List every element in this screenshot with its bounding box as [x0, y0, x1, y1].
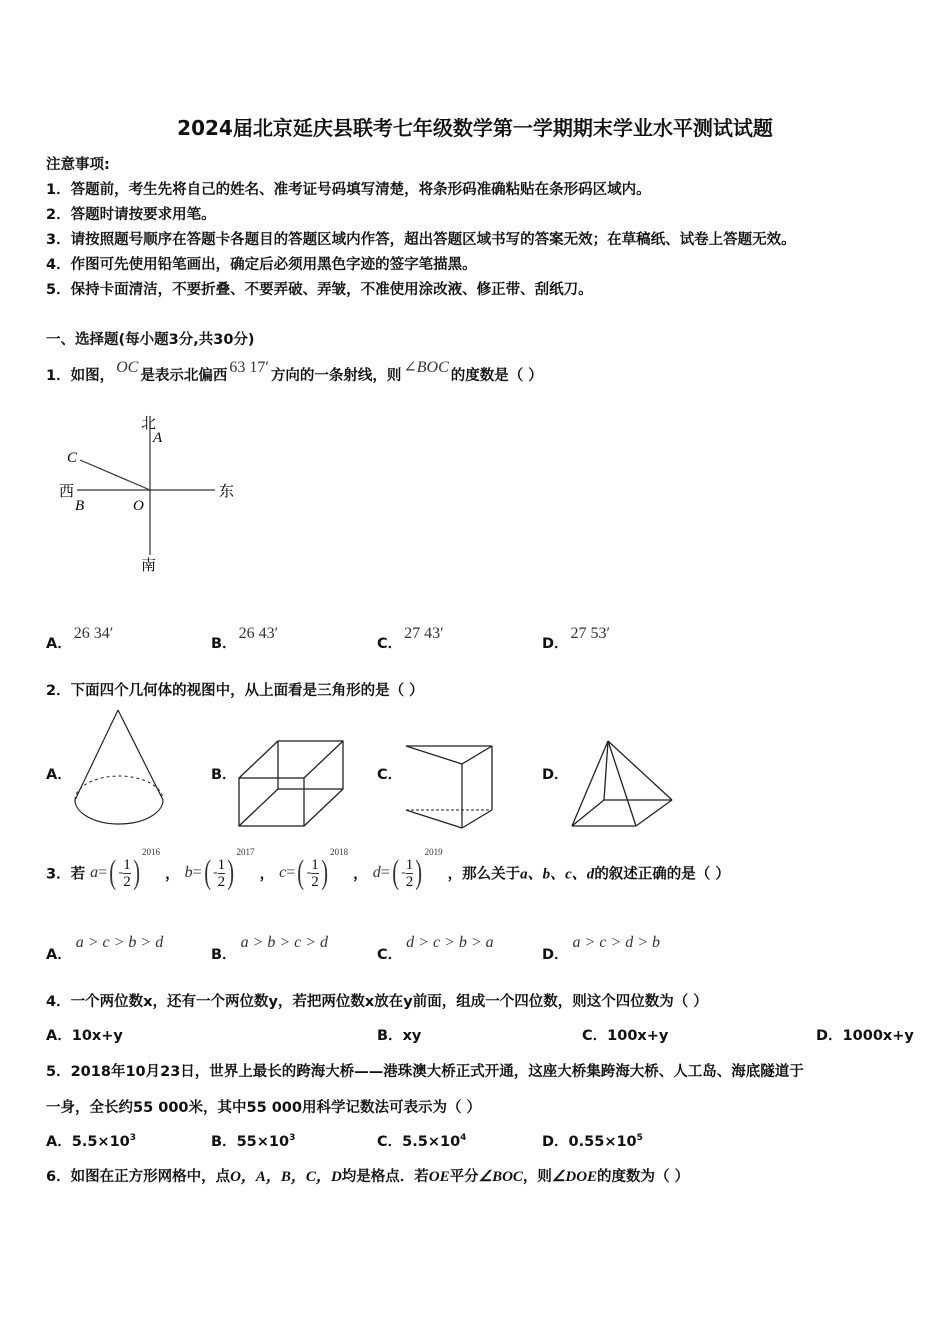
q1-text: 方向的一条射线，则 — [270, 368, 402, 384]
option-value: 10x+y — [71, 1028, 123, 1044]
option-label: C． — [582, 1028, 608, 1044]
q2-option-c[interactable]: C． — [377, 767, 403, 783]
q1-option-a[interactable] — [46, 625, 114, 653]
question-2: 2．下面四个几何体的视图中，从上面看是三角形的是（ ） — [46, 683, 424, 699]
option-value: 26 34′ — [73, 625, 114, 642]
option-label: D． — [542, 636, 569, 652]
q3-var-b: b — [184, 864, 193, 881]
question-4: 4．一个两位数x，还有一个两位数y，若把两位数x放在y前面，组成一个四位数，则这个四位数为（ ） — [46, 994, 708, 1010]
south-label: 南 — [141, 558, 157, 574]
q3-eq: = — [286, 864, 296, 881]
option-value: 100x+y — [607, 1028, 669, 1044]
page-title: 2024届北京延庆县联考七年级数学第一学期期末学业水平测试试题 — [177, 116, 773, 140]
q3-comma: ， — [353, 866, 368, 883]
notice-heading: 注意事项: — [46, 157, 110, 173]
q3-paren: ) — [227, 854, 235, 891]
option-label: C． — [377, 636, 403, 652]
option-label: B． — [377, 1028, 403, 1044]
north-label: 北 — [141, 416, 157, 432]
q3-denominator: 2 — [405, 873, 414, 890]
q3-text: 的叙述正确的是（ ） — [594, 866, 730, 883]
q1-option-c[interactable] — [377, 625, 444, 653]
q4-option-c[interactable] — [582, 1024, 668, 1045]
option-label: C． — [377, 947, 403, 963]
q3-text: ，那么关于 — [447, 866, 521, 883]
option-label: A． — [46, 636, 72, 652]
notice-item: 5．保持卡面清洁，不要折叠、不要弄破、弄皱，不准使用涂改液、修正带、刮纸刀。 — [46, 282, 593, 298]
q3-paren: ( — [203, 854, 211, 891]
point-a-label: A — [153, 430, 163, 446]
q3-fraction — [406, 857, 414, 890]
q6-text: 平分 — [449, 1169, 479, 1185]
option-label: B． — [211, 1134, 237, 1150]
option-value: a > c > b > d — [75, 934, 164, 951]
q3-option-c[interactable] — [377, 934, 494, 964]
west-label: 西 — [59, 484, 75, 500]
q3-numerator: 1 — [405, 856, 414, 873]
q3-vars: a、b、c、d — [520, 866, 595, 883]
section-heading: 一、选择题(每小题3分,共30分) — [46, 332, 255, 348]
cone-figure — [70, 705, 170, 830]
q1-option-d[interactable] — [542, 625, 611, 653]
q4-option-a[interactable] — [46, 1024, 123, 1045]
notice-item: 2．答题时请按要求用笔。 — [46, 207, 216, 223]
q1-text: 的度数是（ ） — [450, 368, 543, 384]
prism-figure — [402, 742, 497, 832]
q3-paren: ) — [321, 854, 328, 891]
option-label: A． — [46, 947, 72, 963]
option-exponent: 3 — [289, 1133, 296, 1144]
q3-option-a[interactable] — [46, 934, 164, 964]
q3-denominator: 2 — [311, 873, 319, 890]
option-exponent: 3 — [129, 1133, 137, 1144]
q3-exponent: 2019 — [424, 847, 443, 857]
pyramid-figure — [568, 738, 678, 832]
q3-eq: = — [380, 864, 390, 881]
option-value: 26 43′ — [238, 625, 279, 642]
q3-minus: - — [118, 865, 124, 880]
q2-option-d[interactable]: D． — [542, 767, 569, 783]
q3-comma: ， — [259, 866, 275, 883]
q3-minus: - — [213, 865, 218, 880]
q3-numerator: 1 — [311, 856, 319, 873]
option-value: 55×10 — [236, 1134, 290, 1150]
option-exponent: 5 — [636, 1133, 643, 1144]
option-label: D． — [816, 1028, 843, 1044]
option-value: 5.5×10 — [402, 1134, 461, 1150]
q3-paren: ) — [132, 854, 140, 891]
q3-paren: ( — [109, 854, 117, 891]
q3-exponent: 2016 — [142, 847, 161, 857]
q3-paren: ( — [297, 854, 305, 891]
point-b-label: B — [75, 498, 85, 514]
option-value: 0.55×10 — [568, 1134, 637, 1150]
notice-item: 4．作图可先使用铅笔画出，确定后必须用黑色字迹的签字笔描黑。 — [46, 257, 477, 273]
option-value: xy — [402, 1028, 422, 1044]
q4-option-d[interactable] — [816, 1024, 914, 1045]
q6-text: 均是格点．若 — [341, 1169, 429, 1185]
cuboid-figure — [236, 738, 346, 830]
east-label: 东 — [219, 484, 235, 500]
notice-item: 1．答题前，考生先将自己的姓名、准考证号码填写清楚，将条形码准确粘贴在条形码区域内。 — [46, 182, 651, 198]
q6-ray-oe: OE — [428, 1169, 450, 1185]
option-value: 27 43′ — [404, 625, 444, 642]
q1-text: 是表示北偏西 — [140, 368, 228, 384]
q5-option-d[interactable] — [542, 1130, 643, 1151]
q3-option-d[interactable] — [542, 934, 661, 964]
q3-minus: - — [306, 865, 312, 880]
q1-option-b[interactable] — [211, 625, 279, 653]
option-label: D． — [542, 947, 569, 963]
q4-option-b[interactable] — [377, 1024, 421, 1045]
question-5-line-2: 一身，全长约55 000米，其中55 000用科学记数法可表示为（ ） — [46, 1100, 482, 1116]
option-label: A． — [46, 1028, 72, 1044]
point-o-label: O — [133, 498, 144, 514]
option-label: B． — [211, 947, 237, 963]
q3-text: 3．若 — [46, 866, 86, 883]
q3-numerator: 1 — [217, 856, 226, 873]
question-1 — [46, 359, 543, 385]
q2-option-a[interactable]: A． — [46, 767, 72, 783]
q3-denominator: 2 — [217, 873, 226, 890]
option-label: C． — [377, 1134, 403, 1150]
point-c-label: C — [67, 450, 78, 466]
question-6 — [46, 1165, 689, 1186]
q3-var-d: d — [372, 864, 381, 881]
q3-var-a: a — [90, 864, 99, 881]
q3-exponent: 2017 — [236, 847, 255, 857]
option-value: 5.5×10 — [71, 1134, 130, 1150]
q1-compass-figure — [55, 410, 245, 580]
option-value: 1000x+y — [842, 1028, 914, 1044]
q3-paren: ) — [415, 854, 423, 891]
q3-denominator: 2 — [123, 873, 131, 890]
q3-minus: - — [401, 865, 406, 880]
q3-numerator: 1 — [123, 856, 131, 873]
q5-option-a[interactable] — [46, 1130, 136, 1151]
q6-text: 6．如图在正方形网格中，点 — [46, 1169, 231, 1185]
option-label: A． — [46, 1134, 72, 1150]
option-value: d > c > b > a — [406, 934, 494, 951]
q3-option-b[interactable] — [211, 934, 329, 964]
q3-eq: = — [192, 864, 202, 881]
option-value: a > c > d > b — [572, 934, 661, 951]
q6-points: O，A，B，C，D — [230, 1169, 342, 1185]
option-value: a > b > c > d — [240, 934, 329, 951]
q1-angle-boc: ∠BOC — [403, 359, 449, 376]
q3-comma: ， — [165, 866, 180, 883]
q1-text: 1．如图， — [46, 368, 115, 384]
option-exponent: 4 — [460, 1133, 467, 1144]
q3-fraction — [218, 857, 226, 890]
q3-eq: = — [98, 864, 108, 881]
q6-angle-boc: ∠BOC — [478, 1169, 523, 1185]
q3-exponent: 2018 — [330, 847, 349, 857]
option-label: D． — [542, 1134, 569, 1150]
question-5-line-1: 5．2018年10月23日，世界上最长的跨海大桥——港珠澳大桥正式开通，这座大桥集跨海大桥、人工岛、海底隧道于 — [46, 1064, 804, 1080]
option-label: B． — [211, 636, 237, 652]
q6-angle-doe: ∠DOE — [551, 1169, 598, 1185]
q2-option-b[interactable]: B． — [211, 767, 237, 783]
q5-option-c[interactable] — [377, 1130, 466, 1151]
question-3 — [46, 847, 730, 892]
q3-fraction — [311, 857, 319, 890]
q3-fraction — [123, 857, 131, 890]
q6-text: 的度数为（ ） — [597, 1169, 690, 1185]
q1-angle: 63 17′ — [229, 359, 269, 376]
q3-paren: ( — [392, 854, 399, 891]
q1-ray-oc: OC — [116, 359, 139, 376]
q5-option-b[interactable] — [211, 1130, 295, 1151]
option-value: 27 53′ — [570, 625, 611, 642]
q6-text: ，则 — [522, 1169, 552, 1185]
notice-item: 3．请按照题号顺序在答题卡各题目的答题区域内作答，超出答题区域书写的答案无效；在草稿纸、试卷上答题无效。 — [46, 232, 796, 248]
q3-var-c: c — [279, 864, 287, 881]
